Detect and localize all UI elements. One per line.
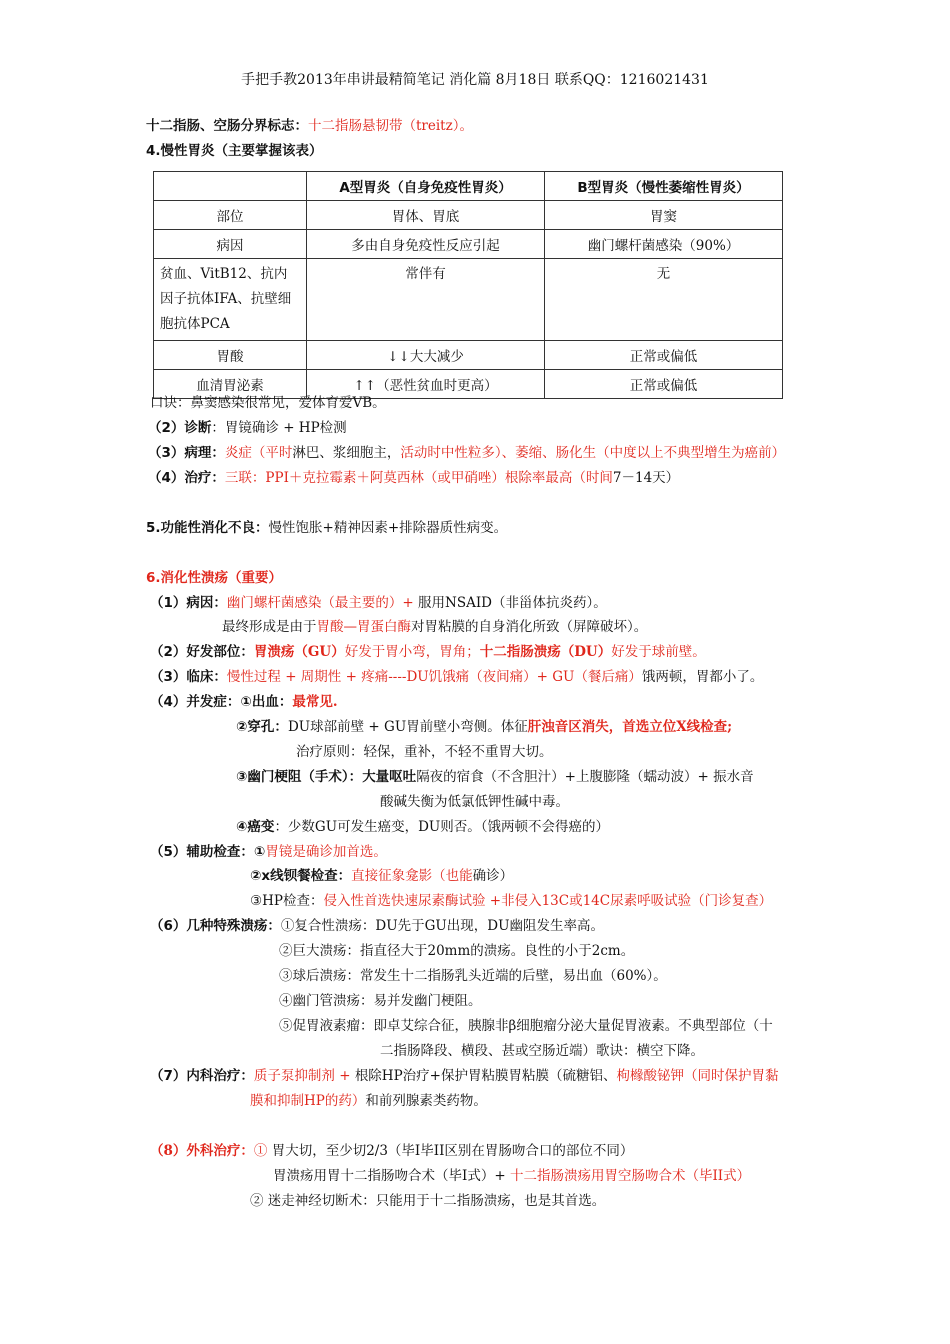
table-cell: 部位	[154, 201, 307, 230]
table-cell: 正常或偏低	[545, 370, 783, 399]
gastritis-comparison-table	[153, 171, 783, 399]
medical-treatment-line	[150, 1066, 778, 1086]
text: 慢性过程 + 周期性 + 疼痛----DU饥饿痛（夜间痛）+ GU（餐后痛）	[226, 669, 642, 685]
text: DU球部前壁 + GU胃前壁小弯侧。体征	[287, 719, 528, 735]
table-header-cell	[154, 172, 307, 201]
table-cell: 多由自身免疫性反应引起	[307, 230, 545, 259]
table-cell: 无	[545, 259, 783, 341]
treatment-line	[148, 468, 679, 488]
special-ulcer-line-4: ④幽门管溃疡：易并发幽门梗阻。	[279, 993, 482, 1009]
text: 淋巴、浆细胞主，	[292, 445, 401, 461]
special-ulcer-line-5: ⑤促胃液素瘤：即卓艾综合征，胰腺非β细胞瘤分泌大量促胃液素。不典型部位（十	[279, 1018, 773, 1034]
label: （3）病理：	[148, 445, 225, 461]
text: 胃酸—胃蛋白酶	[316, 619, 411, 635]
text: 胃镜是确诊加首选。	[265, 844, 387, 860]
text: ①	[253, 1143, 268, 1159]
text: ：胃镜确诊 + HP检测	[211, 420, 347, 436]
table-header-cell: B型胃炎（慢性萎缩性胃炎）	[545, 172, 783, 201]
text: 胃溃疡用胃十二指肠吻合术（毕I式）+	[273, 1168, 506, 1184]
location-line	[150, 642, 706, 662]
text: 肝浊音区消失，首选立位X线检查;	[527, 719, 733, 735]
text: 饿两顿，胃都小了。	[641, 669, 764, 685]
table-cell: 幽门螺杆菌感染（90%）	[545, 230, 783, 259]
text: 慢性饱胀+精神因素+排除器质性病变。	[268, 520, 508, 536]
label: （2）诊断	[148, 420, 212, 436]
text: ②穿孔：	[236, 719, 288, 735]
table-cell: 贫血、VitB12、抗内因子抗体IFA、抗壁细胞抗体PCA	[154, 259, 307, 341]
label: （8）外科治疗：	[150, 1143, 254, 1159]
text: 胃溃疡（GU）	[253, 644, 345, 660]
label: （5）辅助检查：	[150, 844, 254, 860]
table-cell: 正常或偏低	[545, 341, 783, 370]
table-cell: 血清胃泌素	[154, 370, 307, 399]
complication-line-6	[236, 817, 609, 837]
text: ②x线钡餐检查：	[250, 868, 352, 884]
text: 枸橼酸铋钾（同时保护胃黏	[616, 1068, 779, 1084]
complication-line-3: 治疗原则：轻保，重补，不轻不重胃大切。	[296, 744, 553, 760]
label: 十二指肠、空肠分界标志：	[146, 118, 308, 134]
complication-line-2	[236, 717, 732, 737]
text: 确诊）	[472, 868, 514, 884]
table-header-cell: A型胃炎（自身免疫性胃炎）	[307, 172, 545, 201]
page-header: 手把手教2013年串讲最精简笔记 消化篇 8月18日 联系QQ：1216021431	[241, 72, 709, 88]
complication-line	[150, 692, 338, 712]
label: （6）几种特殊溃疡：	[150, 918, 281, 934]
special-ulcer-line-2: ②巨大溃疡：指直径大于20mm的溃疡。良性的小于2cm。	[279, 943, 635, 959]
text: 侵入性首选快速尿素酶试验 +非侵入13C或14C尿素呼吸试验（门诊复查）	[323, 893, 773, 909]
section-6-title: 6.消化性溃疡（重要）	[146, 570, 283, 586]
special-ulcer-line	[150, 916, 604, 936]
table-row	[154, 259, 783, 341]
text: 对胃粘膜的自身消化所致（屏障破坏）。	[411, 619, 648, 635]
text: ③幽门梗阻（手术）：	[236, 769, 363, 785]
label: （4）治疗：	[148, 470, 225, 486]
text: 幽门螺杆菌感染（最主要的）+	[226, 595, 414, 611]
text: 大量呕吐	[362, 769, 417, 785]
label: （1）病因：	[150, 595, 227, 611]
text: ③HP检查：	[250, 893, 324, 909]
text: 隔夜的宿食（不含胆汁）+上腹膨隆（蠕动波）+ 振水音	[416, 769, 754, 785]
surgical-treatment-line-2	[273, 1166, 750, 1186]
text: ①出血：	[240, 694, 293, 710]
etiology-line-2	[222, 617, 647, 637]
mnemonic: 口诀：鼻窦感染很常见，爱体育爱VB。	[150, 395, 386, 411]
complication-line-5: 酸碱失衡为低氯低钾性碱中毒。	[380, 794, 569, 810]
text: 直接征象龛影（也能	[351, 868, 473, 884]
text: ①	[253, 844, 266, 860]
table-cell: 胃体、胃底	[307, 201, 545, 230]
text: 胃大切，至少切2/3（毕I毕II区别在胃肠吻合口的部位不同）	[271, 1143, 634, 1159]
surgical-treatment-line-3: ② 迷走神经切断术：只能用于十二指肠溃疡，也是其首选。	[250, 1193, 606, 1209]
text: 7－14天）	[612, 470, 680, 486]
text: 服用NSAID（非甾体抗炎药）。	[418, 595, 607, 611]
label: （2）好发部位：	[150, 644, 254, 660]
text: 最终形成是由于	[222, 619, 317, 635]
aux-exam-line-2	[250, 866, 513, 886]
section-5-line	[146, 518, 507, 538]
table-cell: ↓↓大大减少	[307, 341, 545, 370]
table-row	[154, 230, 783, 259]
diagnosis-line	[148, 418, 347, 438]
etiology-line	[150, 593, 607, 613]
text: ④癌变	[236, 819, 275, 835]
table-cell: 胃酸	[154, 341, 307, 370]
label: （3）临床：	[150, 669, 227, 685]
table-cell: 病因	[154, 230, 307, 259]
table-row	[154, 201, 783, 230]
text: 好发于球前壁。	[611, 644, 706, 660]
table-cell: 常伴有	[307, 259, 545, 341]
table-row	[154, 341, 783, 370]
aux-exam-line	[150, 842, 387, 862]
complication-line-4	[236, 767, 754, 787]
label: 5.功能性消化不良：	[146, 520, 269, 536]
text: 好发于胃小弯，胃角；	[344, 644, 480, 660]
special-ulcer-line-6: 二指肠降段、横段、甚或空肠近端）歌诀：横空下降。	[380, 1043, 704, 1059]
text: 炎症（平时	[224, 445, 293, 461]
text: 质子泵抑制剂 +	[253, 1068, 351, 1084]
medical-treatment-line-2	[250, 1091, 487, 1111]
label: （4）并发症：	[150, 694, 241, 710]
text: 根除HP治疗+保护胃粘膜胃粘膜（硫糖铝、	[354, 1068, 617, 1084]
table-cell: 胃窦	[545, 201, 783, 230]
section-4-title: 4.慢性胃炎（主要掌握该表）	[146, 143, 323, 159]
text: ①复合性溃疡：DU先于GU出现，DU幽阻发生率高。	[280, 918, 604, 934]
text: 活动时中性粒多）、萎缩、肠化生（中度以上不典型增生为癌前）	[400, 445, 786, 461]
clinical-line	[150, 667, 763, 687]
pathology-line	[148, 443, 785, 463]
surgical-treatment-line	[150, 1141, 633, 1161]
text: 膜和抑制HP的药）	[250, 1093, 366, 1109]
table-header-row	[154, 172, 783, 201]
special-ulcer-line-3: ③球后溃疡：常发生十二指肠乳头近端的后壁，易出血（60%）。	[279, 968, 667, 984]
text: 三联：PPI＋克拉霉素＋阿莫西林（或甲硝唑）根除率最高（时间	[224, 470, 613, 486]
duodenum-boundary-line	[146, 116, 473, 136]
text: 十二指肠溃疡用胃空肠吻合术（毕II式）	[509, 1168, 751, 1184]
text: 和前列腺素类药物。	[365, 1093, 487, 1109]
aux-exam-line-3	[250, 891, 772, 911]
text: ：少数GU可发生癌变，DU则否。（饿两顿不会得癌的）	[274, 819, 610, 835]
value: 十二指肠悬韧带（treitz）。	[308, 118, 473, 134]
text: 十二指肠溃疡（DU）	[479, 644, 612, 660]
text: 最常见.	[292, 694, 338, 710]
table-cell: ↑↑（恶性贫血时更高）	[307, 370, 545, 399]
label: （7）内科治疗：	[150, 1068, 254, 1084]
